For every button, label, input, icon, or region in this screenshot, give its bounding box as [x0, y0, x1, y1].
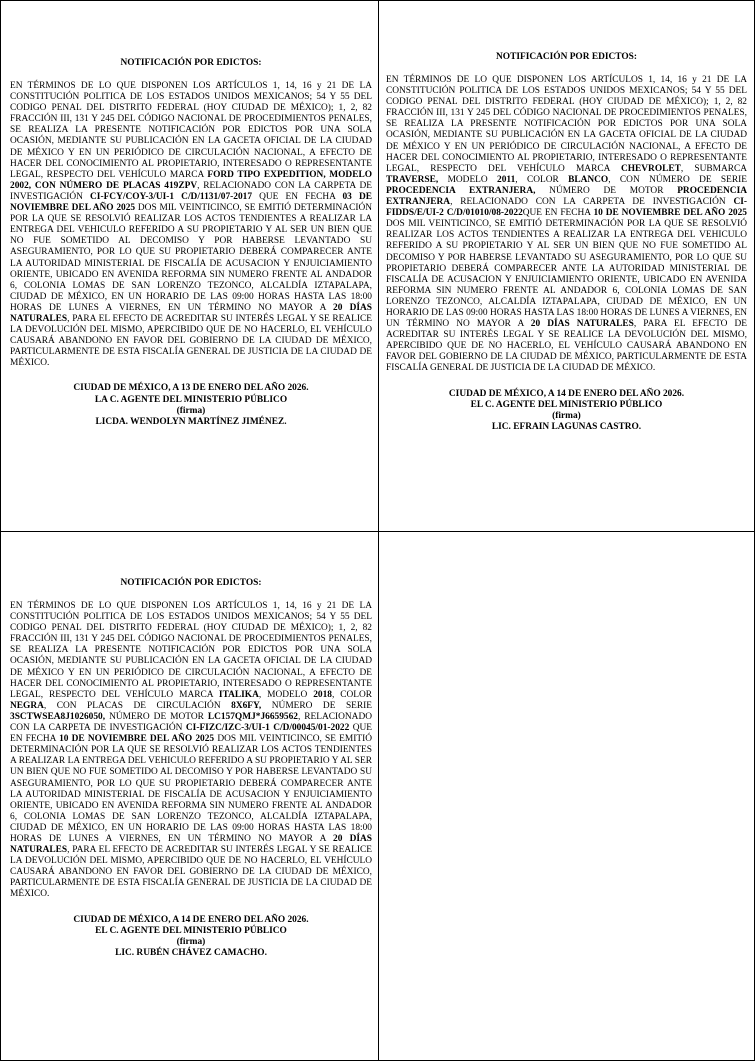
notice-title: NOTIFICACIÓN POR EDICTOS: — [120, 578, 262, 588]
place-date: CIUDAD DE MÉXICO, A 13 DE ENERO DEL AÑO 2026. — [73, 383, 309, 394]
notice-body — [386, 75, 747, 375]
notice-body-segment: NÚMERO DE SERIE — [261, 700, 372, 711]
notice-panel-2 — [378, 0, 755, 532]
notice-body-segment: , RELACIONADO CON LA CARPETA DE INVESTIGACIÓN — [450, 197, 734, 208]
empty-panel — [378, 531, 755, 1061]
notice-body-bold-segment: ITALIKA — [218, 689, 259, 700]
notice-1 — [10, 58, 372, 428]
notice-body-segment: , SUBMARCA — [680, 163, 747, 174]
signature-mark: (firma) — [552, 410, 581, 421]
notice-body-segment: , RELACIONADO CON LA CARPETA DE INVESTIGACIÓN — [10, 711, 372, 734]
notice-panel-3 — [0, 531, 379, 1061]
notice-body-segment: , PARA EL EFECTO DE ACREDITAR SU INTERÉS LEGAL Y SE REALICE LA DEVOLUCIÓN DEL MISMO, APERCIBIDO QUE DE NO HACERLO, EL VEHÍCULO CAUSARÁ ABANDONO EN FAVOR DEL GOBIERNO DE LA CIUDAD DE MÉXICO, PARTICULARMENTE DE ESTA FISCALÍA GENERAL DE JUSTICIA DE LA CIUDAD DE MÉXICO. — [10, 845, 372, 900]
notice-body-segment: , CON NÚMERO DE SERIE — [608, 174, 747, 185]
notice-signature-block — [386, 389, 747, 434]
notice-body — [10, 81, 372, 369]
notice-body-bold-segment: 03 DE NOVIEMBRE DEL AÑO 2025 — [10, 191, 373, 214]
notice-body-segment: NÚMERO DE MOTOR — [535, 185, 678, 196]
signature-mark: (firma) — [176, 936, 206, 947]
office-title: EL C. AGENTE DEL MINISTERIO PÚBLICO — [95, 925, 287, 936]
notice-body-bold-segment: 3SCTWSEA8J1026050, — [10, 711, 106, 722]
notice-body-segment: , COLOR — [515, 174, 569, 185]
notice-body-bold-segment: 20 DÍAS NATURALES — [10, 833, 373, 856]
notice-body-bold-segment: 8X6FY, — [231, 700, 262, 711]
notice-body-segment: , PARA EL EFECTO DE ACREDITAR SU INTERÉS LEGAL Y SE REALICE LA DEVOLUCIÓN DEL MISMO, APERCIBIDO QUE DE NO HACERLO, EL VEHÍCULO CAUSARÁ ABANDONO EN FAVOR DEL GOBIERNO DE LA CIUDAD DE MÉXICO, PARTICULARMENTE DE ESTA FISCALÍA GENERAL DE JUSTICIA DE LA CIUDAD DE MÉXICO. — [386, 319, 748, 374]
notice-body-bold-segment: PROCEDENCIA EXTRANJERA, — [386, 185, 536, 196]
notice-body-bold-segment: 10 DE NOVIEMBRE DEL AÑO 2025 — [593, 208, 747, 219]
signature-mark: (firma) — [176, 405, 206, 416]
place-date: CIUDAD DE MÉXICO, A 14 DE ENERO DEL AÑO 2026. — [73, 914, 309, 925]
notice-body-bold-segment: 2011 — [497, 174, 516, 185]
notice-body-segment: , MODELO — [258, 689, 314, 700]
notice-body-segment: , CON PLACAS DE CIRCULACIÓN — [43, 700, 232, 711]
notice-body-segment: DOS MIL VEINTICINCO, SE EMITIÓ DETERMINACIÓN POR LA QUE SE RESOLVIÓ REALIZAR LOS ACTOS TENDIENTES A REALIZAR LA ENTREGA DEL VEHICULO REFERIDO A SU PROPIETARIO Y AL SER UN BIEN QUE NO FUE SOMETIDO AL DECOMISO Y POR HABERSE LEVANTADO SU ASEGURAMIENTO, POR LO QUE SU PROPIETARIO DEBERÁ COMPARECER ANTE LA AUTORIDAD MINISTERIAL DE FISCALÍA DE ACUSACION Y ENJUICIAMIENTO ORIENTE, UBICADO EN AVENIDA REFORMA SIN NUMERO FRENTE AL ANDADOR 6, COLONIA LOMAS DE SAN LORENZO TEZONCO, ALCALDÍA IZTAPALAPA, CIUDAD DE MÉXICO, EN UN HORARIO DE LAS 09:00 HORAS HASTA LAS 18:00 HORAS DE LUNES A VIERNES, EN UN TÉRMINO NO MAYOR A — [10, 203, 372, 313]
notice-body-segment: DOS MIL VEINTICINCO, SE EMITIÓ DETERMINACIÓN POR LA QUE SE RESOLVIÓ REALIZAR LOS ACTOS TENDIENTES A REALIZAR LA ENTREGA DEL VEHICULO REFERIDO A SU PROPIETARIO Y AL SER UN BIEN QUE NO FUE SOMETIDO AL DECOMISO Y POR HABERSE LEVANTADO SU ASEGURAMIENTO, POR LO QUE SU PROPIETARIO DEBERÁ COMPARECER ANTE LA AUTORIDAD MINISTERIAL DE FISCALÍA DE ACUSACION Y ENJUICIAMIENTO ORIENTE, UBICADO EN AVENIDA REFORMA SIN NUMERO FRENTE AL ANDADOR 6, COLONIA LOMAS DE SAN LORENZO TEZONCO, ALCALDÍA IZTAPALAPA, CIUDAD DE MÉXICO, EN UN HORARIO DE LAS 09:00 HORAS HASTA LAS 18:00 HORAS DE LUNES A VIERNES, EN UN TÉRMINO NO MAYOR A — [10, 734, 372, 844]
office-title: LA C. AGENTE DEL MINISTERIO PÚBLICO — [94, 394, 288, 405]
notice-2 — [386, 52, 747, 433]
notice-body-bold-segment: FORD TIPO EXPEDITION, MODELO 2002, CON NÚMERO DE PLACAS 419ZPV — [10, 169, 372, 191]
notice-body-segment: , COLOR — [331, 689, 372, 700]
notice-body-segment: EN TÉRMINOS DE LO QUE DISPONEN LOS ARTÍCULOS 1, 14, 16 y 21 DE LA CONSTITUCIÓN POLITICA DE LOS ESTADOS UNIDOS MEXICANOS; 54 Y 55 DEL CODIGO PENAL DEL DISTRITO FEDERAL (HOY CIUDAD DE MÉXICO); 1, 2, 82 FRACCIÓN III, 131 Y 245 DEL CÓDIGO NACIONAL DE PROCEDIMIENTOS PENALES, SE REALIZA LA PRESENTE NOTIFICACIÓN POR EDICTOS POR UNA SOLA OCASIÓN, MEDIANTE SU PUBLICACIÓN EN LA GACETA OFICIAL DE LA CIUDAD DE MÉXICO Y EN UN PERIÓDICO DE CIRCULACIÓN NACIONAL, A EFECTO DE HACER DEL CONOCIMIENTO AL PROPIETARIO, INTERESADO O REPRESENTANTE LEGAL, RESPECTO DEL VEHÍCULO MARCA — [386, 75, 747, 174]
notice-body-bold-segment: TRAVERSE, — [386, 174, 439, 185]
notice-body-segment: EN TÉRMINOS DE LO QUE DISPONEN LOS ARTÍCULOS 1, 14, 16 y 21 DE LA CONSTITUCIÓN POLITICA DE LOS ESTADOS UNIDOS MEXICANOS; 54 Y 55 DEL CODIGO PENAL DEL DISTRITO FEDERAL (HOY CIUDAD DE MÉXICO); 1, 2, 82 FRACCIÓN III, 131 Y 245 DEL CÓDIGO NACIONAL DE PROCEDIMIENTOS PENALES, SE REALIZA LA PRESENTE NOTIFICACIÓN POR EDICTOS POR UNA SOLA OCASIÓN, MEDIANTE SU PUBLICACIÓN EN LA GACETA OFICIAL DE LA CIUDAD DE MÉXICO Y EN UN PERIÓDICO DE CIRCULACIÓN NACIONAL, A EFECTO DE HACER DEL CONOCIMIENTO AL PROPIETARIO, INTERESADO O REPRESENTANTE LEGAL, RESPECTO DEL VEHÍCULO MARCA — [10, 81, 372, 180]
notice-body-bold-segment: CI-FIZC/IZC-3/UI-1 C/D/00045/01-2022 — [185, 723, 350, 734]
notice-body-bold-segment: 10 DE NOVIEMBRE DEL AÑO 2025 — [59, 734, 215, 745]
notice-panel-1 — [0, 0, 379, 532]
notice-body-segment: EN TÉRMINOS DE LO QUE DISPONEN LOS ARTÍCULOS 1, 14, 16 y 21 DE LA CONSTITUCIÓN POLITICA DE LOS ESTADOS UNIDOS MEXICANOS; 54 Y 55 DEL CODIGO PENAL DEL DISTRITO FEDERAL (HOY CIUDAD DE MÉXICO); 1, 2, 82 FRACCIÓN III, 131 Y 245 DEL CÓDIGO NACIONAL DE PROCEDIMIENTOS PENALES, SE REALIZA LA PRESENTE NOTIFICACIÓN POR EDICTOS POR UNA SOLA OCASIÓN, MEDIANTE SU PUBLICACIÓN EN LA GACETA OFICIAL DE LA CIUDAD DE MÉXICO Y EN UN PERIÓDICO DE CIRCULACIÓN NACIONAL, A EFECTO DE HACER DEL CONOCIMIENTO AL PROPIETARIO, INTERESADO O REPRESENTANTE LEGAL, RESPECTO DEL VEHÍCULO MARCA — [10, 601, 372, 700]
notice-3 — [10, 578, 372, 959]
notice-body-bold-segment: LC157QMJ*J6659562 — [207, 711, 298, 722]
notice-body-segment: , RELACIONADO CON LA CARPETA DE INVESTIGACIÓN — [10, 180, 372, 202]
notice-body-bold-segment: CI-FIDDS/E/UI-2 C/D/01010/08-2022 — [386, 197, 747, 219]
notice-body-segment: NÚMERO DE MOTOR — [105, 711, 208, 722]
notice-body — [10, 601, 372, 901]
signer-name: LICDA. WENDOLYN MARTÍNEZ JIMÉNEZ. — [95, 417, 287, 428]
notice-signature-block — [10, 383, 372, 428]
notice-body-bold-segment: PROCEDENCIA EXTRANJERA — [386, 185, 747, 208]
notice-title: NOTIFICACIÓN POR EDICTOS: — [496, 52, 637, 62]
notice-body-bold-segment: CHEVROLET — [620, 163, 681, 174]
notice-body-bold-segment: NEGRA — [10, 700, 44, 711]
notice-title: NOTIFICACIÓN POR EDICTOS: — [120, 58, 262, 68]
office-title: EL C. AGENTE DEL MINISTERIO PÚBLICO — [470, 399, 663, 410]
notice-signature-block — [10, 915, 372, 960]
notice-body-bold-segment: 20 DÍAS NATURALES — [530, 319, 634, 330]
notice-body-segment: QUE EN FECHA — [252, 191, 343, 202]
notice-body-segment: QUE EN FECHA — [522, 208, 594, 219]
signer-name: LIC. RUBÉN CHÁVEZ CAMACHO. — [115, 948, 267, 959]
notice-body-bold-segment: 2018 — [313, 689, 332, 700]
notice-body-segment: MODELO — [438, 174, 498, 185]
signer-name: LIC. EFRAIN LAGUNAS CASTRO. — [491, 422, 642, 433]
notice-body-bold-segment: CI-FCY/COY-3/UI-1 C/D/1131/07-2017 — [90, 191, 253, 202]
place-date: CIUDAD DE MÉXICO, A 14 DE ENERO DEL AÑO 2026. — [448, 388, 685, 399]
notice-body-segment: QUE EN FECHA — [10, 723, 372, 745]
notice-body-segment: DOS MIL VEINTICINCO, SE EMITIÓ DETERMINACIÓN POR LA QUE SE RESOLVIÓ REALIZAR LOS ACTOS TENDIENTES A REALIZAR LA ENTREGA DEL VEHICULO REFERIDO A SU PROPIETARIO Y AL SER UN BIEN QUE NO FUE SOMETIDO AL DECOMISO Y POR HABERSE LEVANTADO SU ASEGURAMIENTO, POR LO QUE SU PROPIETARIO DEBERÁ COMPARECER ANTE LA AUTORIDAD MINISTERIAL DE FISCALÍA DE ACUSACION Y ENJUICIAMIENTO ORIENTE, UBICADO EN AVENIDA REFORMA SIN NUMERO FRENTE AL ANDADOR 6, COLONIA LOMAS DE SAN LORENZO TEZONCO, ALCALDÍA IZTAPALAPA, CIUDAD DE MÉXICO, EN UN HORARIO DE LAS 09:00 HORAS HASTA LAS 18:00 HORAS DE LUNES A VIERNES, EN UN TÉRMINO NO MAYOR A — [386, 219, 747, 330]
notice-body-segment: , PARA EL EFECTO DE ACREDITAR SU INTERÉS LEGAL Y SE REALICE LA DEVOLUCIÓN DEL MISMO, APERCIBIDO QUE DE NO HACERLO, EL VEHÍCULO CAUSARÁ ABANDONO EN FAVOR DEL GOBIERNO DE LA CIUDAD DE MÉXICO, PARTICULARMENTE DE ESTA FISCALÍA GENERAL DE JUSTICIA DE LA CIUDAD DE MÉXICO. — [10, 313, 372, 369]
notice-body-bold-segment: 20 DÍAS NATURALES — [10, 302, 373, 324]
notice-body-bold-segment: BLANCO — [568, 174, 609, 185]
